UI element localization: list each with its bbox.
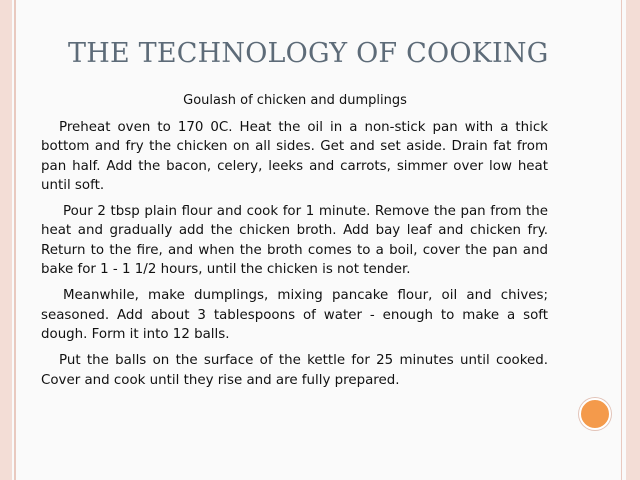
recipe-step-4: Put the balls on the surface of the kettle for 25 minutes until cooked. Cover and cook until they rise and are fully prepared. [41, 353, 548, 388]
recipe-text [41, 118, 548, 397]
recipe-step-1: Preheat oven to 170 0C. Heat the oil in a non-stick pan with a thick bottom and fry the chicken on all sides. Get and set aside. Drain fat from pan half. Add the bacon, celery, leeks and carrots, simmer over low heat until soft. [41, 120, 548, 193]
decorative-circle-icon [579, 398, 611, 430]
recipe-step-3: Meanwhile, make dumplings, mixing pancake flour, oil and chives; seasoned. Add about 3 tablespoons of water - enough to make a soft dough. Form it into 12 balls. [41, 288, 548, 342]
right-border-decoration [626, 0, 640, 480]
left-border-line [14, 0, 16, 480]
recipe-name: Goulash of chicken and dumplings [183, 93, 407, 108]
recipe-step-2: Pour 2 tbsp plain flour and cook for 1 minute. Remove the pan from the heat and gradually add the chicken broth. Add bay leaf and chicken fry. Return to the fire, and when the broth comes to a boil, cover the pan and bake for 1 - 1 1/2 hours, until the chicken is not tender. [41, 204, 548, 278]
left-border-decoration [0, 0, 12, 480]
slide-title: THE TECHNOLOGY OF COOKING [68, 38, 549, 69]
right-border-line [621, 0, 622, 480]
